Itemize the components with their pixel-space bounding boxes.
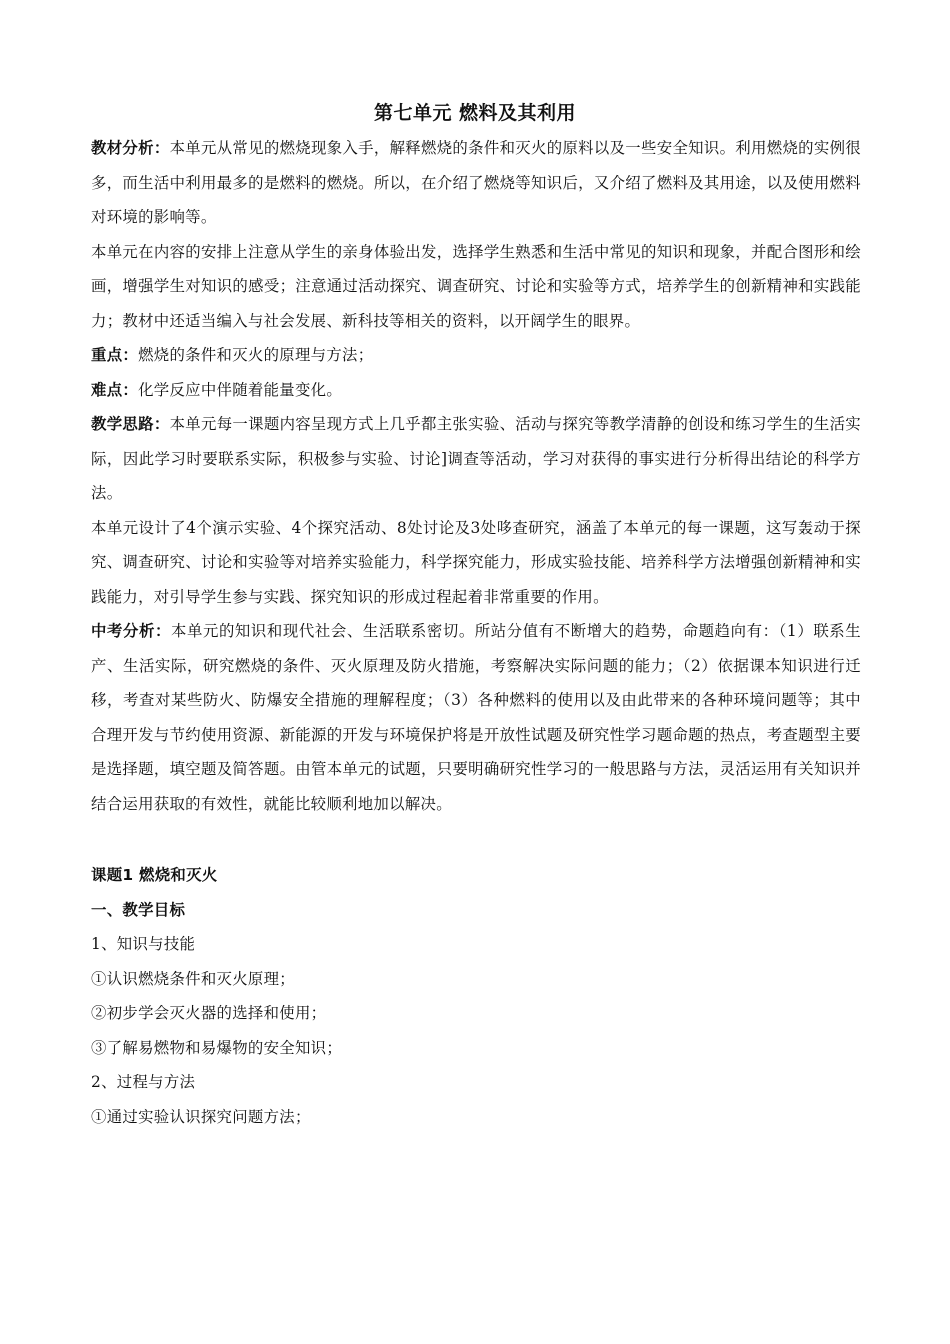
difficulty-paragraph (91, 373, 861, 408)
teaching-idea-text: 本单元每一课题内容呈现方式上几乎都主张实验、活动与探究等教学清静的创设和练习学生的生活实际，因此学习时要联系实际，积极参与实验、讨论]调查等活动，学习对获得的事实进行分析得出结论的科学方法。 (91, 415, 861, 502)
key-point-label: 重点： (91, 346, 139, 364)
knowledge-item: ③了解易燃物和易爆物的安全知识； (91, 1038, 343, 1057)
key-point-text: 燃烧的条件和灭火的原理与方法； (138, 346, 374, 364)
knowledge-item: ②初步学会灭火器的选择和使用； (91, 1004, 327, 1022)
process-heading: 2、过程与方法 (91, 1073, 196, 1091)
analysis-text: 本单元从常见的燃烧现象入手，解释燃烧的条件和灭火的原料以及一些安全知识。利用燃烧的实例很多，而生活中利用最多的是燃料的燃烧。所以，在介绍了燃烧等知识后，又介绍了燃料及其用途，以及使用燃料对环境的影响等。 (91, 139, 861, 226)
analysis-paragraph (91, 131, 861, 235)
page-title: 第七单元 燃料及其利用 (373, 102, 577, 124)
arrangement-paragraph: 本单元在内容的安排上注意从学生的亲身体验出发，选择学生熟悉和生活中常见的知识和现象，并配合图形和绘画，增强学生对知识的感受；注意通过活动探究、调查研究、讨论和实验等方式，培养学生的创新精神和实践能力；教材中还适当编入与社会发展、新科技等相关的资料，以开阔学生的眼界。 (91, 242, 861, 330)
design-paragraph: 本单元设计了4个演示实验、4个探究活动、8处讨论及3处哆查研究，涵盖了本单元的每一课题，这写轰动于探究、调查研究、讨论和实验等对培养实验能力，科学探究能力，形成实验技能、培养科学方法增强创新精神和实践能力，对引导学生参与实践、探究知识的形成过程起着非常重要的作用。 (91, 518, 861, 606)
key-point-paragraph (91, 338, 861, 373)
teaching-idea-paragraph (91, 407, 861, 511)
document-body (91, 131, 861, 1134)
lesson-title: 课题1 燃烧和灭火 (91, 866, 218, 884)
exam-analysis-label: 中考分析： (91, 622, 171, 640)
exam-analysis-text: 本单元的知识和现代社会、生活联系密切。所站分值有不断增大的趋势，命题趋向有：（1）联系生产、生活实际，研究燃烧的条件、灭火原理及防火措施，考察解决实际问题的能力；（2）依据课本知识进行迁移，考查对某些防火、防爆安全措施的理解程度；（3）各种燃料的使用以及由此带来的各种环境问题等；其中合理开发与节约使用资源、新能源的开发与环境保护将是开放性试题及研究性学习题命题的热点，考查题型主要是选择题，填空题及简答题。由管本单元的试题，只要明确研究性学习的一般思路与方法，灵活运用有关知识并结合运用获取的有效性，就能比较顺利地加以解决。 (91, 622, 861, 813)
objectives-heading: 一、教学目标 (91, 900, 186, 919)
exam-analysis-paragraph (91, 614, 861, 821)
teaching-idea-label: 教学思路： (91, 415, 170, 433)
analysis-label: 教材分析： (91, 139, 170, 157)
knowledge-item: ①认识燃烧条件和灭火原理； (91, 969, 295, 988)
knowledge-heading: 1、知识与技能 (91, 935, 196, 953)
section-spacer (91, 821, 861, 858)
difficulty-label: 难点： (91, 380, 139, 399)
difficulty-text: 化学反应中伴随着能量变化。 (138, 380, 343, 399)
process-item: ①通过实验认识探究问题方法； (91, 1107, 311, 1126)
